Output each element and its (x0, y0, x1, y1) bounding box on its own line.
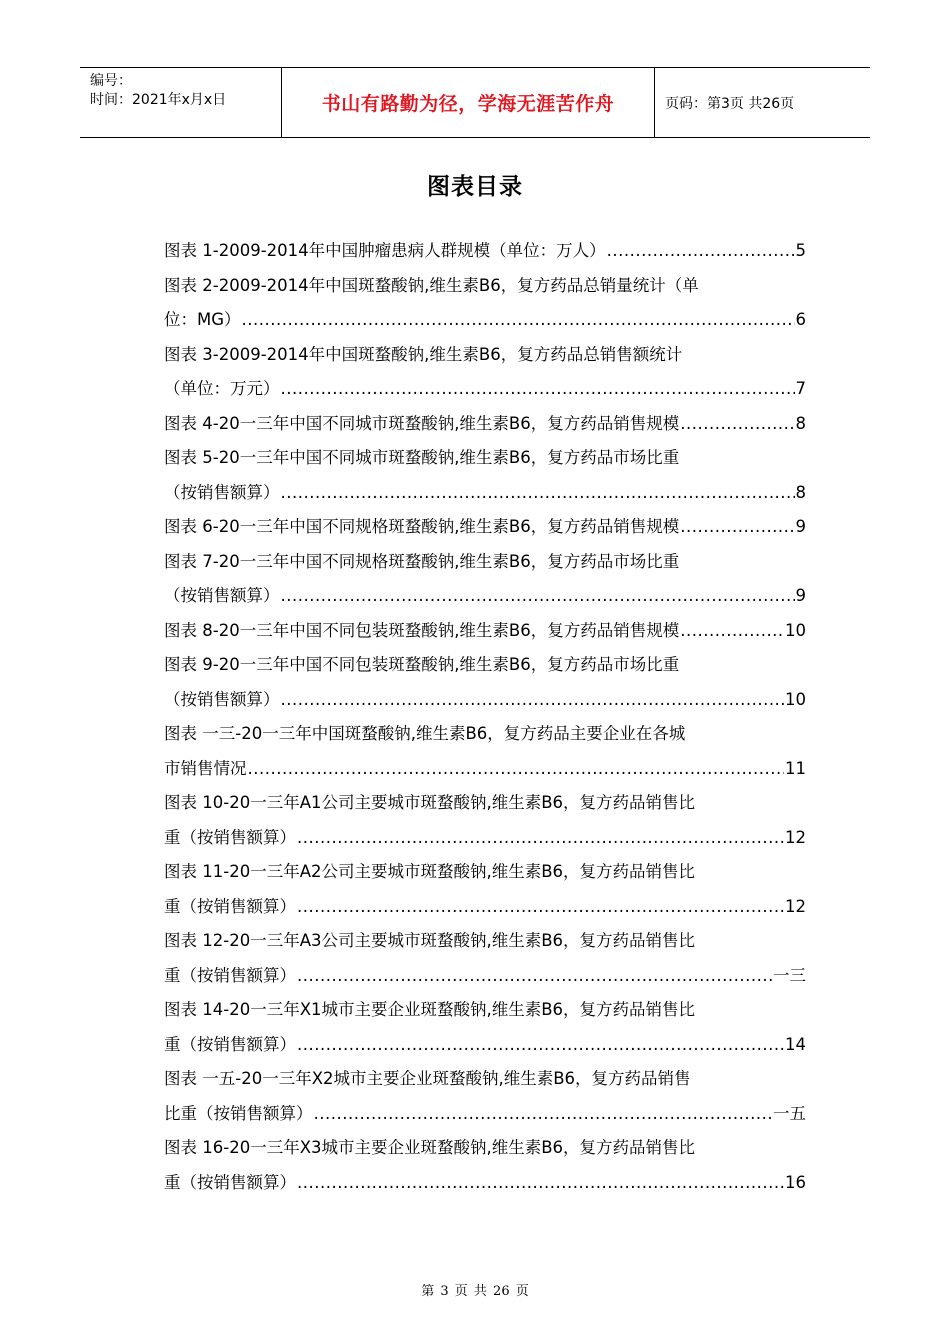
toc-entry[interactable] (164, 1062, 806, 1131)
toc-entry-text: 图表 1-2009-2014年中国肿瘤患病人群规模（单位：万人） (164, 241, 606, 260)
toc-entry[interactable] (164, 234, 806, 269)
toc-dot-leader (680, 510, 794, 545)
toc-page-number: 14 (785, 1034, 806, 1054)
toc-page-number: 16 (785, 1172, 806, 1192)
toc-page-number: 一五 (773, 1103, 806, 1123)
header-meta-cell (80, 68, 282, 137)
toc-page-number: 一三 (773, 965, 806, 985)
toc-entry[interactable] (164, 407, 806, 442)
toc-dot-leader (297, 959, 772, 994)
toc-dot-leader (297, 821, 784, 856)
toc-entry[interactable] (164, 614, 806, 649)
toc-page-number: 12 (785, 896, 806, 916)
toc-dot-leader (607, 234, 795, 269)
toc-entry[interactable] (164, 1131, 806, 1200)
toc-entry-text: 图表 3-2009-2014年中国斑蝥酸钠,维生素B6，复方药品总销售额统计 (164, 344, 683, 364)
document-number-label: 编号： (90, 73, 132, 89)
table-of-figures (164, 234, 806, 1200)
toc-dot-leader (281, 683, 785, 718)
toc-entry[interactable] (164, 717, 806, 786)
toc-entry-text: （单位：万元） (164, 379, 280, 398)
toc-page-number: 9 (795, 586, 806, 605)
toc-entry-text: 图表 12-20一三年A3公司主要城市斑蝥酸钠,维生素B6，复方药品销售比 (164, 931, 696, 950)
page-title: 图表目录 (427, 174, 523, 200)
toc-dot-leader (297, 1028, 784, 1063)
header-motto: 书山有路勤为径，学海无涯苦作舟 (282, 68, 655, 137)
toc-page-number: 5 (795, 241, 806, 260)
toc-entry-text: （按销售额算） (164, 586, 280, 605)
toc-entry[interactable] (164, 786, 806, 855)
toc-page-number: 6 (795, 310, 806, 329)
toc-entry-text: 图表 6-20一三年中国不同规格斑蝥酸钠,维生素B6，复方药品销售规模 (164, 517, 680, 536)
toc-entry-text: （按销售额算） (164, 689, 280, 709)
toc-dot-leader (314, 1097, 773, 1132)
toc-entry-text: 重（按销售额算） (164, 965, 296, 985)
toc-dot-leader (281, 476, 795, 511)
toc-dot-leader (297, 890, 784, 925)
toc-entry[interactable] (164, 648, 806, 717)
toc-dot-leader (297, 1166, 784, 1201)
toc-page-number: 12 (785, 827, 806, 847)
toc-entry[interactable] (164, 855, 806, 924)
toc-dot-leader (281, 579, 795, 614)
toc-entry-text: 图表 9-20一三年中国不同包装斑蝥酸钠,维生素B6，复方药品市场比重 (164, 655, 680, 674)
toc-dot-leader (680, 614, 784, 649)
header-page-info: 页码：第3页 共26页 (665, 95, 795, 112)
toc-entry-text: 图表 一三-20一三年中国斑蝥酸钠,维生素B6，复方药品主要企业在各城 (164, 724, 686, 743)
toc-entry-text: 位：MG） (164, 310, 241, 329)
toc-entry-text: 图表 16-20一三年X3城市主要企业斑蝥酸钠,维生素B6，复方药品销售比 (164, 1138, 696, 1157)
toc-page-number: 10 (785, 689, 806, 709)
toc-entry[interactable] (164, 924, 806, 993)
toc-entry-text: 重（按销售额算） (164, 827, 296, 847)
toc-entry[interactable] (164, 338, 806, 407)
document-date-label: 时间：2021年x月x日 (90, 92, 227, 108)
toc-entry-text: （按销售额算） (164, 482, 280, 502)
page-footer: 第 3 页 共 26 页 (421, 1284, 529, 1299)
toc-entry-text: 重（按销售额算） (164, 1172, 296, 1192)
toc-entry-text: 图表 11-20一三年A2公司主要城市斑蝥酸钠,维生素B6，复方药品销售比 (164, 862, 696, 881)
toc-entry-text: 图表 7-20一三年中国不同规格斑蝥酸钠,维生素B6，复方药品市场比重 (164, 551, 680, 571)
toc-entry-text: 重（按销售额算） (164, 1034, 296, 1054)
toc-entry-text: 比重（按销售额算） (164, 1103, 313, 1123)
toc-page-number: 9 (795, 517, 806, 536)
toc-entry-text: 重（按销售额算） (164, 896, 296, 916)
toc-entry-text: 图表 10-20一三年A1公司主要城市斑蝥酸钠,维生素B6，复方药品销售比 (164, 793, 696, 812)
toc-dot-leader (242, 303, 795, 338)
toc-dot-leader (680, 407, 794, 442)
toc-dot-leader (248, 752, 785, 787)
toc-entry[interactable] (164, 545, 806, 614)
toc-entry-text: 图表 一五-20一三年X2城市主要企业斑蝥酸钠,维生素B6，复方药品销售 (164, 1069, 691, 1088)
toc-page-number: 11 (785, 758, 806, 778)
toc-entry-text: 图表 14-20一三年X1城市主要企业斑蝥酸钠,维生素B6，复方药品销售比 (164, 1000, 696, 1019)
toc-dot-leader (281, 372, 795, 407)
toc-entry-text: 图表 4-20一三年中国不同城市斑蝥酸钠,维生素B6，复方药品销售规模 (164, 413, 680, 433)
toc-page-number: 8 (795, 482, 806, 502)
toc-entry-text: 市销售情况 (164, 758, 247, 778)
toc-entry-text: 图表 8-20一三年中国不同包装斑蝥酸钠,维生素B6，复方药品销售规模 (164, 620, 680, 640)
toc-entry-text: 图表 5-20一三年中国不同城市斑蝥酸钠,维生素B6，复方药品市场比重 (164, 448, 680, 467)
toc-page-number: 8 (795, 413, 806, 433)
toc-page-number: 10 (785, 620, 806, 640)
page-header (80, 67, 870, 138)
toc-page-number: 7 (795, 379, 806, 398)
toc-entry[interactable] (164, 269, 806, 338)
toc-entry[interactable] (164, 993, 806, 1062)
toc-entry[interactable] (164, 441, 806, 510)
toc-entry-text: 图表 2-2009-2014年中国斑蝥酸钠,维生素B6，复方药品总销量统计（单 (164, 275, 699, 295)
toc-entry[interactable] (164, 510, 806, 545)
